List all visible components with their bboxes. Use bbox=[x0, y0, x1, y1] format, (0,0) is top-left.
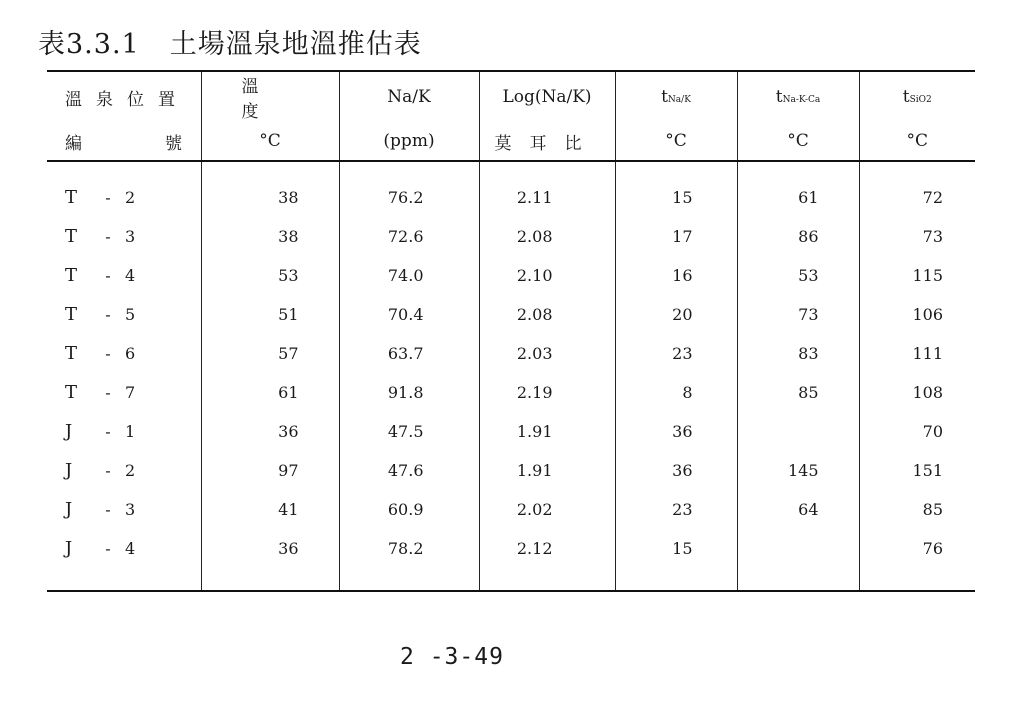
subscript-na-k-ca: Na-K-Ca bbox=[782, 95, 821, 105]
cell-t-na-k: 36 bbox=[615, 451, 737, 490]
id-number: 6 bbox=[125, 344, 136, 363]
cell-location-id bbox=[47, 490, 201, 529]
cell-temperature: 51 bbox=[201, 295, 339, 334]
unit-t-sio2: °C bbox=[859, 122, 975, 161]
cell-temperature: 36 bbox=[201, 412, 339, 451]
cell-na-k: 72.6 bbox=[339, 217, 479, 256]
cell-t-na-k-ca: 85 bbox=[737, 373, 859, 412]
cell-t-na-k: 8 bbox=[615, 373, 737, 412]
cell-log-na-k: 2.12 bbox=[479, 529, 615, 591]
cell-t-sio2: 70 bbox=[859, 412, 975, 451]
cell-t-sio2: 72 bbox=[859, 161, 975, 217]
cell-log-na-k: 2.02 bbox=[479, 490, 615, 529]
table-row bbox=[47, 373, 975, 412]
cell-location-id bbox=[47, 529, 201, 591]
table-number: 表3.3.1 bbox=[38, 29, 140, 60]
cell-temperature: 53 bbox=[201, 256, 339, 295]
unit-t-na-k: °C bbox=[615, 122, 737, 161]
cell-temperature: 36 bbox=[201, 529, 339, 591]
cell-location-id bbox=[47, 295, 201, 334]
id-letter: T bbox=[65, 343, 78, 364]
header-t-na-k: tNa/K bbox=[615, 71, 737, 122]
unit-na-k: (ppm) bbox=[339, 122, 479, 161]
cell-t-sio2: 111 bbox=[859, 334, 975, 373]
id-dash: - bbox=[105, 305, 111, 324]
cell-t-na-k-ca: 83 bbox=[737, 334, 859, 373]
cell-log-na-k: 2.08 bbox=[479, 295, 615, 334]
cell-t-sio2: 73 bbox=[859, 217, 975, 256]
cell-t-na-k: 23 bbox=[615, 490, 737, 529]
id-number: 4 bbox=[125, 539, 136, 558]
cell-t-na-k-ca bbox=[737, 412, 859, 451]
subscript-na-k: Na/K bbox=[667, 95, 691, 105]
id-number: 1 bbox=[125, 422, 136, 441]
cell-location-id bbox=[47, 373, 201, 412]
table-row bbox=[47, 451, 975, 490]
header-temperature: 溫 度 bbox=[201, 71, 339, 122]
cell-log-na-k: 2.11 bbox=[479, 161, 615, 217]
cell-t-sio2: 115 bbox=[859, 256, 975, 295]
id-number: 2 bbox=[125, 461, 136, 480]
header-number: 編 號 bbox=[47, 122, 201, 161]
cell-t-sio2: 151 bbox=[859, 451, 975, 490]
cell-location-id bbox=[47, 451, 201, 490]
id-number: 4 bbox=[125, 266, 136, 285]
cell-log-na-k: 2.10 bbox=[479, 256, 615, 295]
table-title: 土場溫泉地溫推估表 bbox=[169, 29, 422, 60]
table-row bbox=[47, 529, 975, 591]
table-body bbox=[47, 161, 975, 591]
cell-na-k: 91.8 bbox=[339, 373, 479, 412]
id-dash: - bbox=[105, 383, 111, 402]
cell-na-k: 70.4 bbox=[339, 295, 479, 334]
cell-temperature: 38 bbox=[201, 161, 339, 217]
unit-log-na-k: 莫耳比 bbox=[479, 122, 615, 161]
cell-na-k: 78.2 bbox=[339, 529, 479, 591]
id-dash: - bbox=[105, 422, 111, 441]
table-row bbox=[47, 256, 975, 295]
cell-t-na-k: 17 bbox=[615, 217, 737, 256]
cell-location-id bbox=[47, 334, 201, 373]
cell-t-na-k-ca: 53 bbox=[737, 256, 859, 295]
cell-na-k: 76.2 bbox=[339, 161, 479, 217]
id-number: 3 bbox=[125, 500, 136, 519]
cell-t-na-k-ca: 145 bbox=[737, 451, 859, 490]
table-caption bbox=[38, 22, 422, 61]
cell-t-na-k-ca bbox=[737, 529, 859, 591]
cell-t-na-k-ca: 61 bbox=[737, 161, 859, 217]
id-dash: - bbox=[105, 461, 111, 480]
id-letter: J bbox=[65, 421, 73, 442]
id-dash: - bbox=[105, 539, 111, 558]
cell-na-k: 63.7 bbox=[339, 334, 479, 373]
id-dash: - bbox=[105, 188, 111, 207]
cell-t-na-k: 36 bbox=[615, 412, 737, 451]
cell-log-na-k: 2.08 bbox=[479, 217, 615, 256]
id-dash: - bbox=[105, 266, 111, 285]
unit-temperature: °C bbox=[201, 122, 339, 161]
cell-log-na-k: 2.03 bbox=[479, 334, 615, 373]
id-dash: - bbox=[105, 344, 111, 363]
cell-temperature: 97 bbox=[201, 451, 339, 490]
unit-t-na-k-ca: °C bbox=[737, 122, 859, 161]
cell-temperature: 41 bbox=[201, 490, 339, 529]
cell-na-k: 74.0 bbox=[339, 256, 479, 295]
cell-t-na-k: 15 bbox=[615, 529, 737, 591]
cell-na-k: 47.6 bbox=[339, 451, 479, 490]
cell-t-na-k-ca: 73 bbox=[737, 295, 859, 334]
table-row bbox=[47, 490, 975, 529]
table-row bbox=[47, 412, 975, 451]
cell-t-na-k: 23 bbox=[615, 334, 737, 373]
cell-t-sio2: 76 bbox=[859, 529, 975, 591]
cell-t-sio2: 108 bbox=[859, 373, 975, 412]
cell-log-na-k: 2.19 bbox=[479, 373, 615, 412]
id-letter: J bbox=[65, 460, 73, 481]
id-letter: T bbox=[65, 304, 78, 325]
id-number: 3 bbox=[125, 227, 136, 246]
cell-location-id bbox=[47, 256, 201, 295]
id-dash: - bbox=[105, 227, 111, 246]
header-t-na-k-ca: tNa-K-Ca bbox=[737, 71, 859, 122]
table-row bbox=[47, 217, 975, 256]
id-dash: - bbox=[105, 500, 111, 519]
header-location: 溫泉位置 bbox=[47, 71, 201, 122]
cell-na-k: 47.5 bbox=[339, 412, 479, 451]
cell-temperature: 57 bbox=[201, 334, 339, 373]
id-letter: T bbox=[65, 382, 78, 403]
table-row bbox=[47, 295, 975, 334]
cell-log-na-k: 1.91 bbox=[479, 412, 615, 451]
table-row bbox=[47, 334, 975, 373]
id-letter: T bbox=[65, 226, 78, 247]
cell-location-id bbox=[47, 217, 201, 256]
header-row-2 bbox=[47, 122, 975, 161]
header-na-k: Na/K bbox=[339, 71, 479, 122]
temperature-estimate-table bbox=[47, 70, 975, 592]
cell-t-na-k-ca: 64 bbox=[737, 490, 859, 529]
id-letter: T bbox=[65, 265, 78, 286]
cell-na-k: 60.9 bbox=[339, 490, 479, 529]
cell-location-id bbox=[47, 161, 201, 217]
header-log-na-k: Log(Na/K) bbox=[479, 71, 615, 122]
cell-temperature: 61 bbox=[201, 373, 339, 412]
header-t-sio2: tSiO2 bbox=[859, 71, 975, 122]
cell-location-id bbox=[47, 412, 201, 451]
id-letter: T bbox=[65, 187, 78, 208]
id-number: 5 bbox=[125, 305, 136, 324]
id-number: 2 bbox=[125, 188, 136, 207]
cell-t-sio2: 85 bbox=[859, 490, 975, 529]
cell-t-na-k: 15 bbox=[615, 161, 737, 217]
table-row bbox=[47, 161, 975, 217]
cell-t-na-k-ca: 86 bbox=[737, 217, 859, 256]
id-letter: J bbox=[65, 538, 73, 559]
cell-t-sio2: 106 bbox=[859, 295, 975, 334]
table-header bbox=[47, 71, 975, 161]
temperature-estimate-table-container bbox=[47, 70, 975, 592]
subscript-sio2: SiO2 bbox=[909, 95, 932, 105]
cell-t-na-k: 16 bbox=[615, 256, 737, 295]
id-letter: J bbox=[65, 499, 73, 520]
id-number: 7 bbox=[125, 383, 136, 402]
cell-temperature: 38 bbox=[201, 217, 339, 256]
page-number: 2 -3-49 bbox=[400, 644, 504, 670]
header-row-1 bbox=[47, 71, 975, 122]
cell-log-na-k: 1.91 bbox=[479, 451, 615, 490]
cell-t-na-k: 20 bbox=[615, 295, 737, 334]
